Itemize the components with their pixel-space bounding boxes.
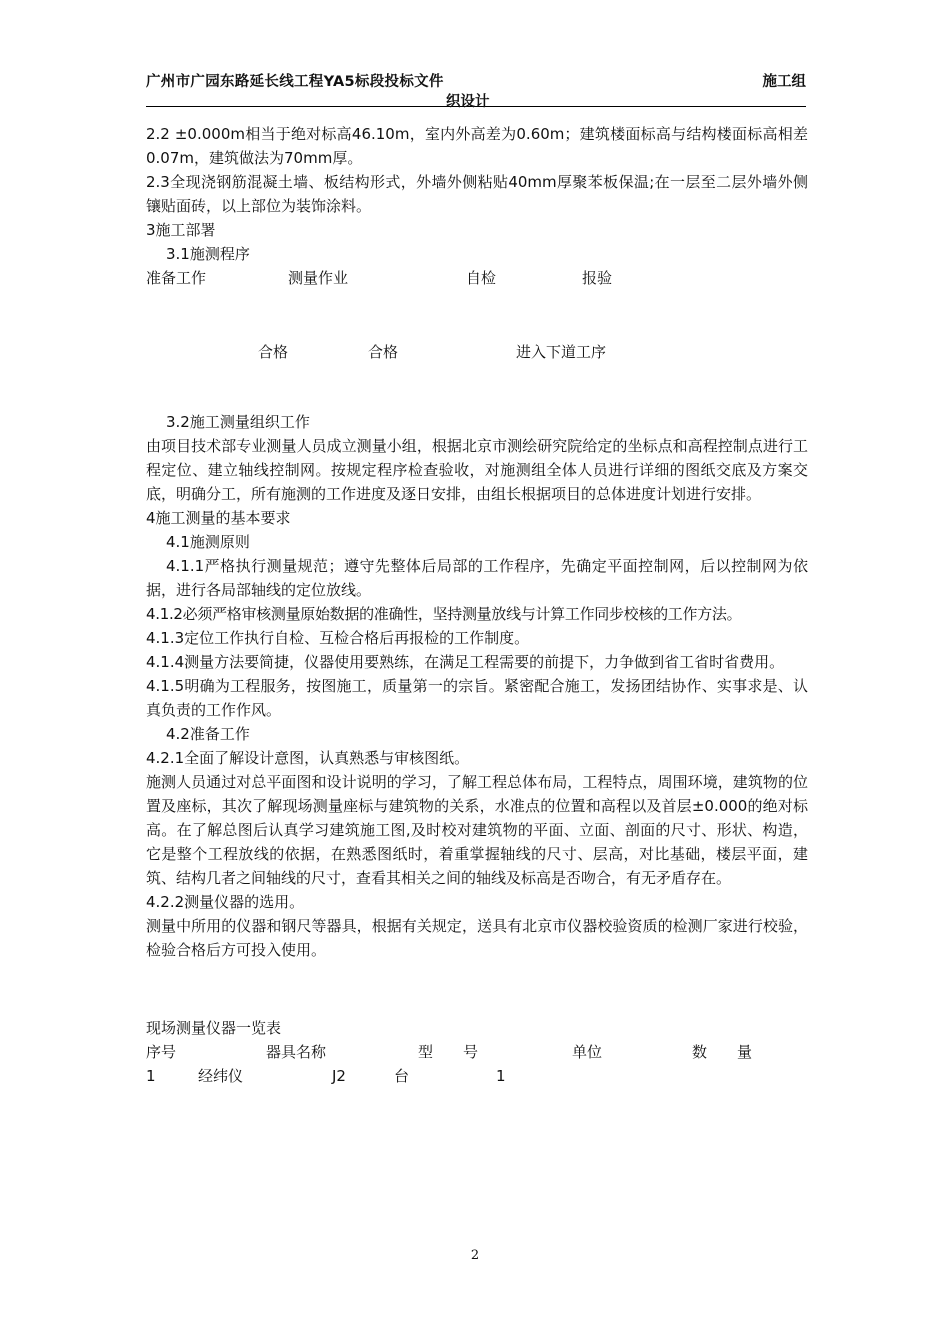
- table-header-unit: 单位: [572, 1043, 603, 1061]
- table-row: [146, 1064, 808, 1088]
- flow-step-measure: 测量作业: [288, 269, 349, 287]
- table-cell-model: J2: [332, 1067, 346, 1085]
- table-cell-name: 经纬仪: [198, 1067, 244, 1085]
- paragraph-4-2-2-body: 测量中所用的仪器和钢尺等器具，根据有关规定，送具有北京市仪器校验资质的检测厂家进行校验，检验合格后方可投入使用。: [146, 917, 808, 959]
- table-cell-quantity: 1: [496, 1067, 506, 1085]
- table-header-index: 序号: [146, 1043, 177, 1061]
- paragraph-4-1-2: 4.1.2必须严格审核测量原始数据的准确性，坚持测量放线与计算工作同步校核的工作方法。: [146, 605, 742, 623]
- flow-step-selfcheck: 自检: [466, 269, 497, 287]
- flow-pass-1: 合格: [258, 343, 289, 361]
- table-cell-index: 1: [146, 1067, 156, 1085]
- table-cell-unit: 台: [394, 1067, 410, 1085]
- paragraph-4-1-1: 4.1.1严格执行测量规范；遵守先整体后局部的工作程序，先确定平面控制网，后以控制网为依据，进行各局部轴线的定位放线。: [146, 557, 808, 599]
- heading-3-1: 3.1施测程序: [166, 245, 250, 263]
- paragraph-4-2-1: 4.2.1全面了解设计意图，认真熟悉与审核图纸。: [146, 749, 470, 767]
- flow-next-step: 进入下道工序: [516, 343, 607, 361]
- paragraph-4-1-3: 4.1.3定位工作执行自检、互检合格后再报检的工作制度。: [146, 629, 530, 647]
- paragraph-4-1-4: 4.1.4测量方法要简捷，仪器使用要熟练，在满足工程需要的前提下，力争做到省工省时省费用。: [146, 653, 785, 671]
- flow-step-report: 报验: [582, 269, 613, 287]
- header-subtitle: 织设计: [446, 94, 490, 110]
- paragraph-2-3: 2.3全现浇钢筋混凝土墙、板结构形式，外墙外侧粘贴40mm厚聚苯板保温;在一层至二层外墙外侧镶贴面砖，以上部位为装饰涂料。: [146, 173, 808, 215]
- table-header-row: [146, 1040, 808, 1064]
- table-header-quantity: 数 量: [692, 1043, 753, 1061]
- paragraph-2-2: 2.2 ±0.000m相当于绝对标高46.10m，室内外高差为0.60m；建筑楼面标高与结构楼面标高相差0.07m，建筑做法为70mm厚。: [146, 125, 808, 167]
- page-header: [146, 70, 806, 110]
- paragraph-3-2: 由项目技术部专业测量人员成立测量小组，根据北京市测绘研究院给定的坐标点和高程控制点进行工程定位、建立轴线控制网。按规定程序检查验收，对施测组全体人员进行详细的图纸交底及方案交底，明确分工，所有施测的工作进度及逐日安排，由组长根据项目的总体进度计划进行安排。: [146, 437, 808, 503]
- document-body: [146, 122, 808, 1088]
- paragraph-4-1-5: 4.1.5明确为工程服务，按图施工，质量第一的宗旨。紧密配合施工，发扬团结协作、实事求是、认真负责的工作作风。: [146, 677, 808, 719]
- header-title: 广州市广园东路延长线工程YA5标段投标文件: [146, 74, 444, 90]
- table-header-model: 型 号: [418, 1043, 479, 1061]
- heading-3: 3施工部署: [146, 221, 216, 239]
- paragraph-4-2-2: 4.2.2测量仪器的选用。: [146, 893, 305, 911]
- measurement-flow: [146, 266, 808, 410]
- heading-4-2: 4.2准备工作: [166, 725, 250, 743]
- header-right: 施工组: [762, 74, 806, 90]
- table-title: 现场测量仪器一览表: [146, 1019, 282, 1037]
- heading-4-1: 4.1施测原则: [166, 533, 250, 551]
- table-header-name: 器具名称: [266, 1043, 327, 1061]
- paragraph-4-2-1-body: 施测人员通过对总平面图和设计说明的学习，了解工程总体布局，工程特点，周围环境，建筑物的位置及座标，其次了解现场测量座标与建筑物的关系，水准点的位置和高程以及首层±0.000的绝对标高。在了解总图后认真学习建筑施工图,及时校对建筑物的平面、立面、剖面的尺寸、形状、构造，它是整个工程放线的依据，在熟悉图纸时，着重掌握轴线的尺寸、层高，对比基础，楼层平面，建筑、结构几者之间轴线的尺寸，查看其相关之间的轴线及标高是否吻合，有无矛盾存在。: [146, 773, 808, 887]
- heading-3-2: 3.2施工测量组织工作: [166, 413, 310, 431]
- flow-pass-2: 合格: [368, 343, 399, 361]
- spacer: [146, 962, 808, 1010]
- flow-step-prepare: 准备工作: [146, 269, 207, 287]
- page-number: 2: [470, 1248, 480, 1263]
- heading-4: 4施工测量的基本要求: [146, 509, 291, 527]
